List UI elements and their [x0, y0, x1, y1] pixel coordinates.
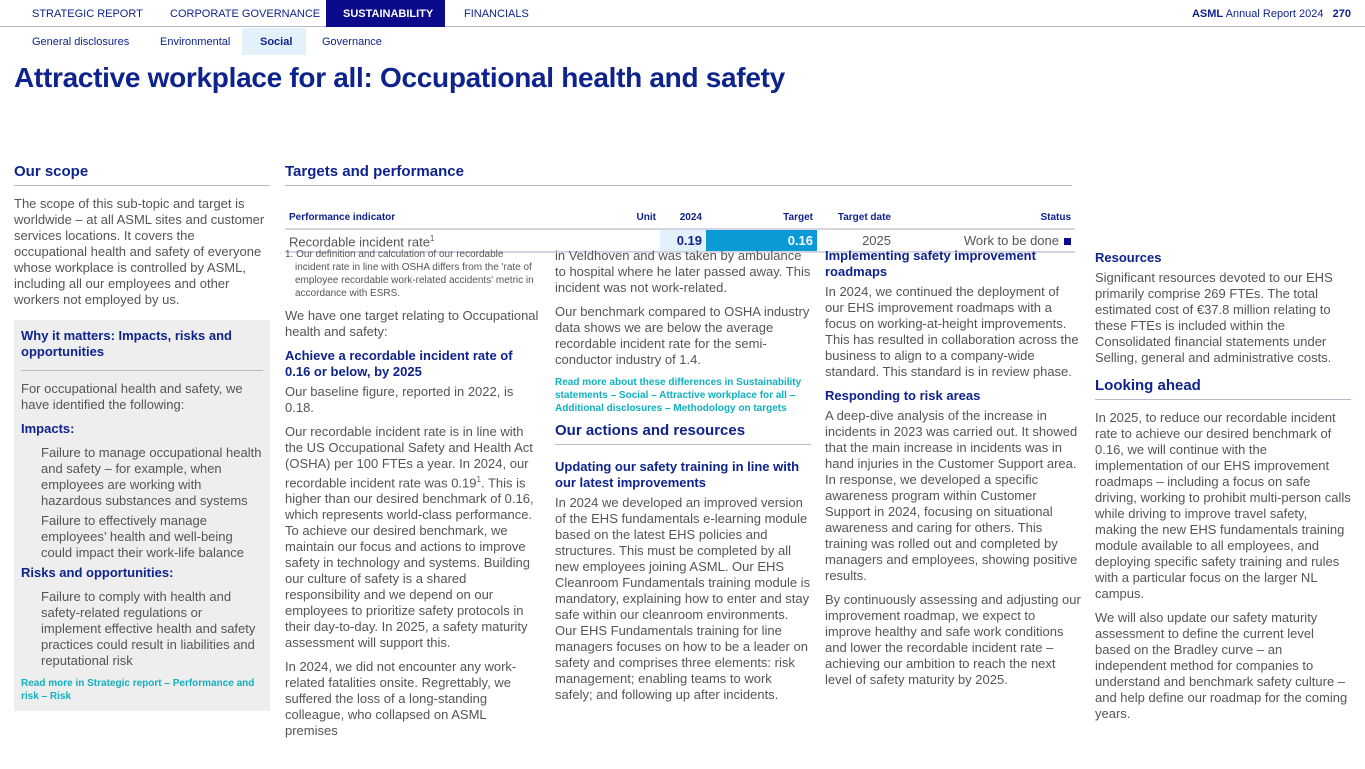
resources-column	[1095, 250, 1351, 730]
targets-header	[285, 164, 1075, 253]
looking-ahead-heading: Looking ahead	[1095, 378, 1351, 400]
impact-item: Failure to manage occupational health and safety – for example, when employees are working with hazardous substances and systems	[41, 445, 262, 508]
targets-p2: Our baseline figure, reported in 2022, is 0.18.	[285, 384, 514, 415]
methodology-link[interactable]: Read more about these differences in Sustainability statements – Social – Attractive workplace for all – Additional disclosures – Methodology on targets	[555, 377, 802, 414]
scope-text: The scope of this sub-topic and target is worldwide – at all ASML sites and customer services locations. It covers the occupational health and safety of everyone whose workplace is controlled by ASML, including all our employees and other workers not employed by us.	[14, 196, 265, 307]
indicator-name: Recordable incident rate	[289, 234, 430, 250]
status-square-icon	[1064, 238, 1071, 245]
col5-p2: In 2025, to reduce our recordable incident rate to achieve our desired benchmark of 0.16, we will continue with the implementation of our EHS improvement roadmaps – including a focus on safe driving, working to prohibit multi-person calls while driving to improve travel safety, making the new EHS fundamentals training module available to all employees, and deploying specific safety training and rules with a particular focus on the larger NL campus.	[1095, 410, 1351, 601]
scope-heading: Our scope	[14, 164, 270, 186]
performance-table	[285, 208, 1075, 253]
subtab-general[interactable]: General disclosures	[32, 36, 130, 48]
page-title: Attractive workplace for all: Occupational health and safety	[14, 62, 785, 93]
roadmap-subheading: Implementing safety improvement roadmaps	[825, 248, 1036, 279]
scope-column	[14, 164, 270, 711]
col4-p3: By continuously assessing and adjusting our improvement roadmap, we expect to improve healthy and safe work conditions and lower the recordable incident rate – achieving our ambition to reach the next level of safety maturity by 2025.	[825, 592, 1081, 687]
targets-p4: In 2024, we did not encounter any work-related fatalities onsite. Regrettably, we suffered the loss of a long-standing colleague, who collapsed on ASML premises	[285, 659, 517, 739]
p3-a: Our recordable incident rate is in line with the US Occupational Safety and Health Act (OSHA) per 100 FTEs a year. In 2024, our recordable incident rate was 0.19	[285, 424, 533, 491]
col4-p1: In 2024, we continued the deployment of our EHS improvement roadmaps with a focus on working-at-height improvements. This has resulted in collaboration across the business to align to a company-wide standard. This standard is in review phase.	[825, 284, 1079, 379]
p3-sup: 1	[476, 475, 481, 484]
tab-sustainability[interactable]: SUSTAINABILITY	[326, 0, 445, 27]
read-more-link[interactable]: Read more in Strategic report – Performance and risk – Risk	[21, 678, 255, 702]
status-text: Work to be done	[963, 232, 1059, 248]
report-title: Annual Report 2024	[1225, 8, 1324, 20]
report-label	[1192, 0, 1351, 28]
tab-financials[interactable]: FINANCIALS	[464, 8, 529, 20]
top-nav	[0, 0, 1365, 27]
col5-p1: Significant resources devoted to our EHS primarily comprise 269 FTEs. The total estimated cost of €37.8 million relating to these FTEs is included within the Consolidated financial statements under Selling, general and administrative costs.	[1095, 270, 1333, 365]
targets-heading: Targets and performance	[285, 164, 1072, 186]
targets-p1: We have one target relating to Occupational health and safety:	[285, 308, 539, 339]
actions-column	[555, 248, 811, 711]
subtab-governance[interactable]: Governance	[322, 36, 382, 48]
col-2024: 2024	[660, 208, 706, 229]
col3-p3: In 2024 we developed an improved version of the EHS fundamentals e-learning module based on the latest EHS policies and structures. This must be completed by all new employees joining ASML. Our EHS Cleanroom Fundamentals training module is mandatory, explaining how to enter and stay safe within our cleanroom environments. Our EHS Fundamentals training for line managers focuses on how to be a leader on safety and comprises three elements: risk management; enabling teams to work safely; and following up after incidents.	[555, 495, 811, 702]
risk-item: Failure to comply with health and safety-related regulations or implement effective health and safety practices could result in liabilities and reputational risk	[41, 589, 256, 668]
roadmap-column	[825, 248, 1081, 696]
col-target: Target	[706, 208, 817, 229]
box-intro: For occupational health and safety, we have identified the following:	[21, 381, 243, 412]
col3-p2: Our benchmark compared to OSHA industry data shows we are below the average recordable incident rate for the semi-conductor industry of 1.4.	[555, 304, 810, 367]
training-subheading: Updating our safety training in line with our latest improvements	[555, 459, 800, 490]
col3-p1: in Veldhoven and was taken by ambulance to hospital where he later passed away. This incident was not work-related.	[555, 248, 811, 295]
tab-corporate-governance[interactable]: CORPORATE GOVERNANCE	[170, 8, 321, 20]
box-title: Why it matters: Impacts, risks and opportunities	[21, 328, 263, 371]
resources-subheading: Resources	[1095, 250, 1162, 265]
risk-areas-subheading: Responding to risk areas	[825, 388, 981, 403]
targets-column	[285, 248, 540, 747]
footnote-ref: 1	[429, 234, 435, 243]
subtab-environmental[interactable]: Environmental	[160, 36, 231, 48]
why-it-matters-box	[14, 320, 270, 711]
impacts-label: Impacts:	[21, 421, 75, 436]
subtab-social[interactable]: Social	[242, 28, 306, 55]
p3-b: . This is higher than our desired benchmark of 0.16, which represents world-class performance. To achieve our desired benchmark, we maintain our focus and actions to improve safety in technology and systems. Building our culture of safety is a shared responsibility and we depend on our employees to prioritize safety protocols in their day-to-day. In 2025, a safety maturity assessment will support this.	[285, 475, 534, 651]
col-indicator: Performance indicator	[285, 208, 605, 229]
target-date: 2025	[817, 229, 895, 252]
actions-heading: Our actions and resources	[555, 423, 811, 445]
col5-p3: We will also update our safety maturity assessment to define the current level based on the Bradley curve – an independent method for companies to understand and benchmark safety culture – and help define our roadmap for the coming years.	[1095, 610, 1348, 721]
page-number: 270	[1332, 8, 1351, 20]
col4-p2: A deep-dive analysis of the increase in incidents in 2023 was carried out. It showed that the main increase in incidents was in hand injuries in the Customer Support area. In response, we developed a specific awareness program within Customer Support in 2024, focusing on situational awareness and caring for others. This training was rolled out and completed by managers and employees, showing positive results.	[825, 408, 1078, 583]
target-goal: Achieve a recordable incident rate of 0.16 or below, by 2025	[285, 348, 513, 379]
footnote: 1. Our definition and calculation of our recordable incident rate in line with OSHA differs from the 'rate of employee recordable work-related accidents' metric in accordance with ESRS.	[285, 249, 534, 299]
col-status: Status	[895, 208, 1075, 229]
col-target-date: Target date	[817, 208, 895, 229]
col-unit: Unit	[605, 208, 660, 229]
tab-strategic-report[interactable]: STRATEGIC REPORT	[32, 8, 143, 20]
brand: ASML	[1191, 8, 1224, 20]
impact-item: Failure to effectively manage employees’ health and well-being could impact their work-life balance	[41, 513, 245, 560]
targets-p3	[285, 424, 540, 651]
target-value: 0.16	[706, 229, 817, 252]
value-2024: 0.19	[660, 229, 706, 252]
risks-label: Risks and opportunities:	[21, 565, 174, 580]
